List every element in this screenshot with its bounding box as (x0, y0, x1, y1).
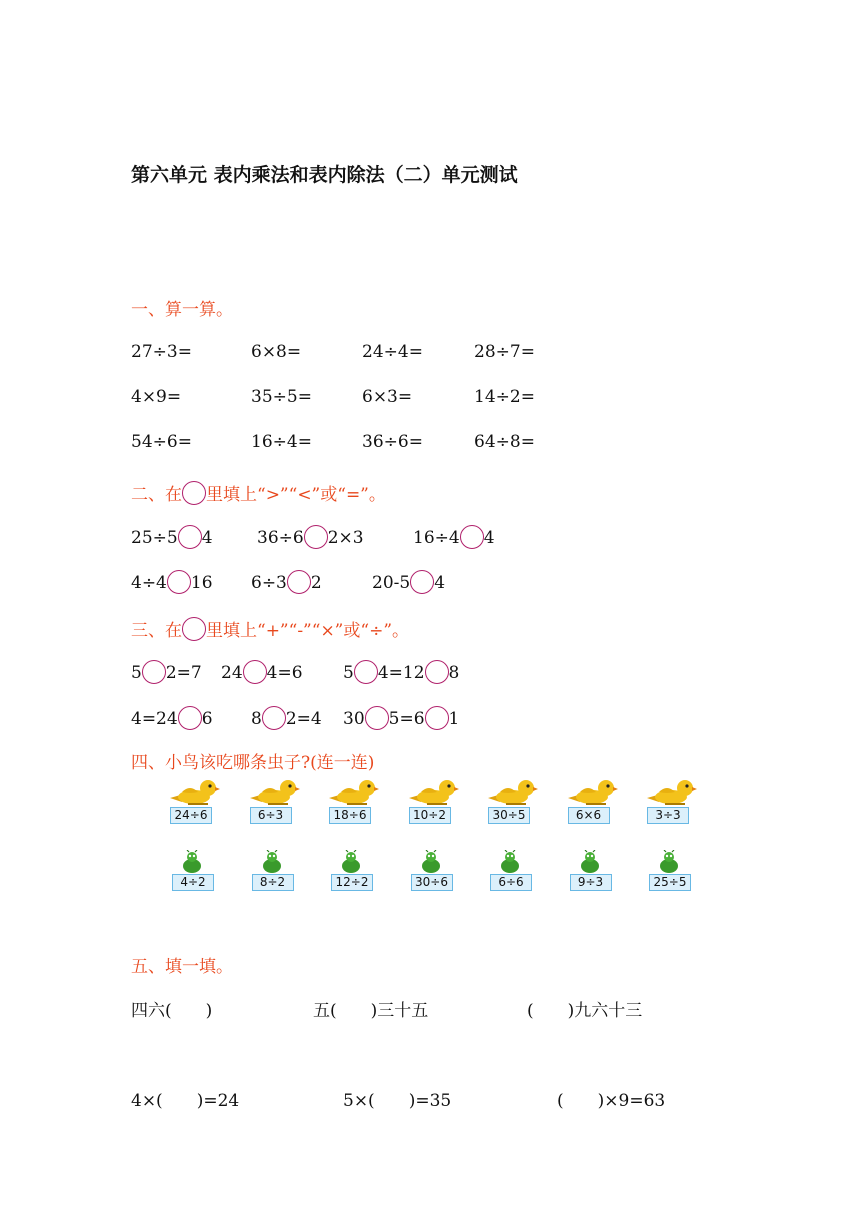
section-5-heading: 五、填一填。 (131, 957, 233, 977)
expr-left: 4÷4 (131, 573, 167, 593)
expr-part: 4=24 (131, 709, 178, 729)
answer-circle-icon[interactable] (410, 570, 434, 594)
bird-label[interactable]: 10÷2 (409, 807, 451, 824)
expr-part: 30 (343, 709, 365, 729)
bird-label[interactable]: 18÷6 (329, 807, 371, 824)
operator-problem (343, 706, 459, 730)
fill-problem: 五( )三十五 (313, 1001, 429, 1021)
expr-right: 2 (310, 573, 322, 593)
problem: 28÷7= (474, 342, 535, 362)
expr-left: 6÷3 (251, 573, 287, 593)
answer-circle-icon[interactable] (142, 660, 166, 684)
problem: 14÷2= (474, 387, 535, 407)
compare-problem (413, 525, 495, 549)
problem: 54÷6= (131, 432, 192, 452)
heading-text: 里填上“>”“<”或“=”。 (206, 485, 386, 505)
bug-label[interactable]: 6÷6 (490, 874, 532, 891)
expr-part: 8 (251, 709, 262, 729)
fill-problem: 4×( )=24 (131, 1091, 240, 1111)
expr-part: 5=6 (388, 709, 425, 729)
compare-problem (251, 570, 322, 594)
answer-circle-icon[interactable] (178, 706, 202, 730)
answer-circle-icon[interactable] (425, 660, 449, 684)
compare-problem (372, 570, 445, 594)
section-2-heading (131, 480, 386, 505)
problem: 36÷6= (362, 432, 423, 452)
expr-left: 25÷5 (131, 528, 178, 548)
operator-problem (251, 706, 322, 730)
answer-circle-icon[interactable] (354, 660, 378, 684)
bird-label[interactable]: 6÷3 (250, 807, 292, 824)
answer-circle-icon (182, 617, 206, 641)
fill-problem: ( )九六十三 (527, 1001, 643, 1021)
bug-label[interactable]: 9÷3 (570, 874, 612, 891)
answer-circle-icon[interactable] (425, 706, 449, 730)
operator-problem (131, 706, 213, 730)
expr-part: 2=7 (165, 663, 202, 683)
section-3-heading (131, 616, 409, 641)
page-title: 第六单元 表内乘法和表内除法（二）单元测试 (131, 164, 518, 186)
bird-label[interactable]: 6×6 (568, 807, 610, 824)
bird-label[interactable]: 3÷3 (647, 807, 689, 824)
problem: 16÷4= (251, 432, 312, 452)
answer-circle-icon[interactable] (243, 660, 267, 684)
answer-circle-icon[interactable] (262, 706, 286, 730)
bug-label[interactable]: 8÷2 (252, 874, 294, 891)
expr-right: 2×3 (327, 528, 364, 548)
answer-circle-icon[interactable] (287, 570, 311, 594)
answer-circle-icon[interactable] (365, 706, 389, 730)
operator-problem (131, 660, 202, 684)
expr-right: 16 (190, 573, 213, 593)
bird-label[interactable]: 24÷6 (170, 807, 212, 824)
compare-problem (131, 570, 213, 594)
operator-problem (221, 660, 303, 684)
bug-label[interactable]: 25÷5 (649, 874, 691, 891)
expr-part: 8 (448, 663, 460, 683)
heading-text: 里填上“+”“-”“×”或“÷”。 (206, 621, 410, 641)
answer-circle-icon[interactable] (304, 525, 328, 549)
expr-part: 5 (131, 663, 142, 683)
expr-left: 16÷4 (413, 528, 460, 548)
answer-circle-icon[interactable] (460, 525, 484, 549)
compare-problem (257, 525, 364, 549)
heading-text: 三、在 (131, 621, 182, 641)
bird-label[interactable]: 30÷5 (488, 807, 530, 824)
problem: 6×8= (251, 342, 302, 362)
operator-problem (343, 660, 459, 684)
expr-part: 4=6 (266, 663, 303, 683)
answer-circle-icon[interactable] (167, 570, 191, 594)
section-1-heading: 一、算一算。 (131, 300, 233, 320)
expr-part: 5 (343, 663, 354, 683)
answer-circle-icon[interactable] (178, 525, 202, 549)
compare-problem (131, 525, 213, 549)
bug-label[interactable]: 30÷6 (411, 874, 453, 891)
problem: 24÷4= (362, 342, 423, 362)
heading-text: 二、在 (131, 485, 182, 505)
bug-label[interactable]: 4÷2 (172, 874, 214, 891)
expr-left: 36÷6 (257, 528, 304, 548)
fill-problem: 四六( ) (131, 1001, 213, 1021)
expr-part: 4=12 (377, 663, 425, 683)
problem: 6×3= (362, 387, 413, 407)
fill-problem: 5×( )=35 (343, 1091, 452, 1111)
fill-problem: ( )×9=63 (557, 1091, 666, 1111)
expr-part: 24 (221, 663, 243, 683)
problem: 35÷5= (251, 387, 312, 407)
problem: 64÷8= (474, 432, 535, 452)
problem: 4×9= (131, 387, 182, 407)
section-4-heading: 四、小鸟该吃哪条虫子?(连一连) (131, 753, 375, 773)
answer-circle-icon (182, 481, 206, 505)
expr-left: 20-5 (372, 573, 411, 593)
expr-part: 6 (201, 709, 213, 729)
bug-label[interactable]: 12÷2 (331, 874, 373, 891)
expr-part: 2=4 (285, 709, 322, 729)
expr-right: 4 (201, 528, 213, 548)
expr-part: 1 (448, 709, 460, 729)
expr-right: 4 (434, 573, 446, 593)
expr-right: 4 (483, 528, 495, 548)
problem: 27÷3= (131, 342, 192, 362)
